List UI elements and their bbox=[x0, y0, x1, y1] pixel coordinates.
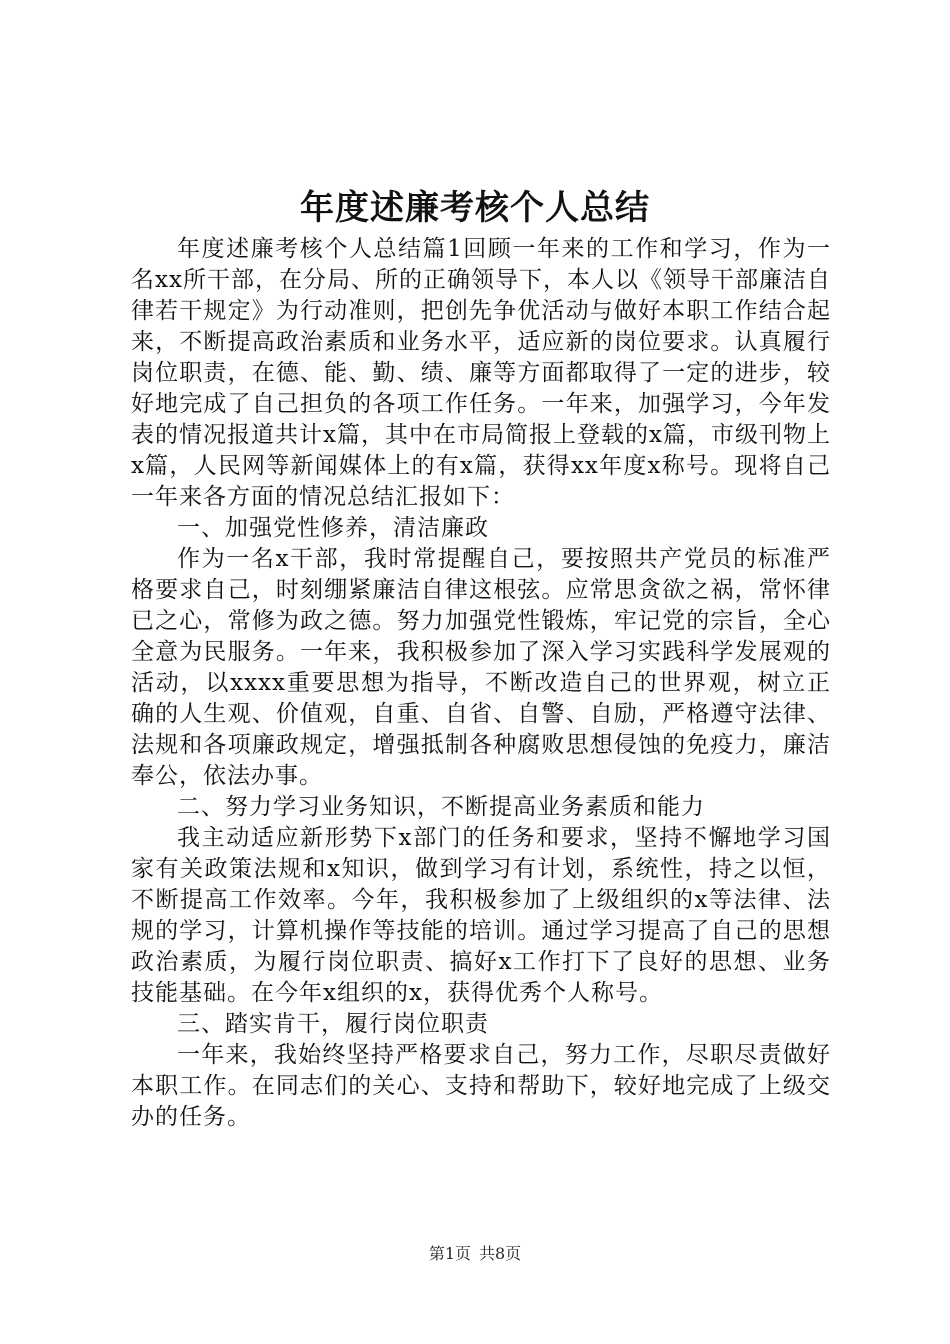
page-footer bbox=[0, 1243, 950, 1265]
document-body bbox=[131, 234, 831, 1133]
document-title: 年度述廉考核个人总结 bbox=[300, 188, 650, 228]
section-1-paragraph: 作为一名x干部，我时常提醒自己，要按照共产党员的标准严格要求自己，时刻绷紧廉洁自律这根弦。应常思贪欲之祸，常怀律已之心，常修为政之德。努力加强党性锻炼，牢记党的宗旨，全心全意为民服务。一年来，我积极参加了深入学习实践科学发展观的活动，以xxxx重要思想为指导，不断改造自己的世界观，树立正确的人生观、价值观，自重、自省、自警、自励，严格遵守法律、法规和各项廉政规定，增强抵制各种腐败思想侵蚀的免疫力，廉洁奉公，依法办事。 bbox=[131, 546, 831, 789]
intro-paragraph: 年度述廉考核个人总结篇1回顾一年来的工作和学习，作为一名xx所干部，在分局、所的正确领导下，本人以《领导干部廉洁自律若干规定》为行动准则，把创先争优活动与做好本职工作结合起来，不断提高政治素质和业务水平，适应新的岗位要求。认真履行岗位职责，在德、能、勤、绩、廉等方面都取得了一定的进步，较好地完成了自己担负的各项工作任务。一年来，加强学习，今年发表的情况报道共计x篇，其中在市局简报上登载的x篇，市级刊物上x篇，人民网等新闻媒体上的有x篇，获得xx年度x称号。现将自己一年来各方面的情况总结汇报如下： bbox=[131, 236, 831, 510]
section-3-paragraph: 一年来，我始终坚持严格要求自己，努力工作，尽职尽责做好本职工作。在同志们的关心、支持和帮助下，较好地完成了上级交办的任务。 bbox=[131, 1042, 831, 1130]
section-heading-3: 三、踏实肯干，履行岗位职责 bbox=[177, 1011, 489, 1037]
page-total: 共8页 bbox=[479, 1244, 522, 1263]
page-number: 第1页 bbox=[428, 1244, 471, 1263]
section-2-paragraph: 我主动适应新形势下x部门的任务和要求，坚持不懈地学习国家有关政策法规和x知识，做到学习有计划，系统性，持之以恒，不断提高工作效率。今年，我积极参加了上级组织的x等法律、法规的学习，计算机操作等技能的培训。通过学习提高了自己的思想政治素质，为履行岗位职责、搞好x工作打下了良好的思想、业务技能基础。在今年x组织的x，获得优秀个人称号。 bbox=[131, 825, 831, 1006]
section-heading-2: 二、努力学习业务知识，不断提高业务素质和能力 bbox=[177, 794, 705, 820]
section-heading-1: 一、加强党性修养，清洁廉政 bbox=[177, 515, 489, 541]
